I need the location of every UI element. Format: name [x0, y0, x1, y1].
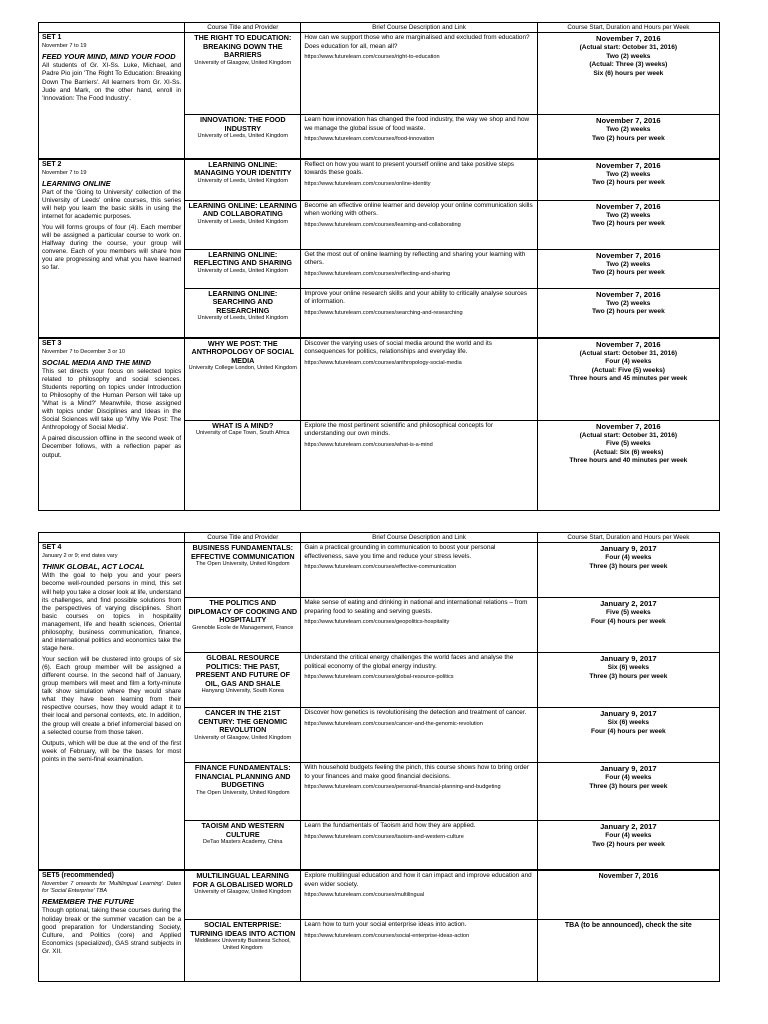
schedule-detail: Two (2) hours per week — [591, 308, 665, 316]
schedule-detail: (Actual: Five (5) weeks) — [591, 366, 665, 374]
course-cell — [185, 708, 301, 763]
course-link[interactable]: https://www.futurelearn.com/courses/online-identity — [304, 180, 431, 187]
description-cell — [301, 159, 537, 201]
table-row — [39, 338, 720, 421]
course-description: Explore the most pertinent scientific and philosophical concepts for understanding our own minds. — [304, 421, 493, 438]
course-description: Make sense of eating and drinking in national and international relations – from preparing food to seating and serving guests. — [304, 599, 528, 615]
start-date: November 7, 2016 — [596, 34, 661, 44]
course-provider: University of Leeds, United Kingdom — [197, 267, 289, 274]
schedule-cell — [537, 543, 719, 598]
course-title: THE RIGHT TO EDUCATION: BREAKING DOWN THE BARRIERS — [194, 33, 292, 60]
course-description: Improve your online research skills and your ability to critically analyse sources of information. — [304, 289, 528, 306]
course-link[interactable]: https://www.futurelearn.com/courses/multilingual — [304, 892, 425, 899]
description-cell — [301, 821, 537, 871]
start-date: November 7, 2016 — [596, 250, 661, 260]
course-title: LEARNING ONLINE: MANAGING YOUR IDENTITY — [194, 159, 292, 178]
course-description: Get the most out of online learning by reflecting and sharing your learning with others. — [304, 250, 526, 267]
course-cell — [185, 420, 301, 510]
schedule-cell — [537, 200, 719, 249]
course-provider: University College London, United Kingdom — [188, 365, 297, 372]
schedule-table-2 — [38, 532, 720, 982]
course-description: Learn how to turn your social enterprise ideas into action. — [304, 921, 467, 929]
description-cell — [301, 543, 537, 598]
schedule-cell — [537, 708, 719, 763]
schedule-detail: (Actual: Six (6) weeks) — [593, 448, 664, 456]
schedule-cell — [537, 763, 719, 821]
schedule-cell — [537, 159, 719, 201]
header-col-set — [39, 23, 185, 33]
schedule-detail: Six (6) weeks — [607, 664, 650, 672]
schedule-detail: Two (2) hours per week — [591, 269, 665, 277]
set-paragraph: With the goal to help you and your peers become well-rounded persons in mind, this set will help you take a closer look at life, understand its challenges, and find possible solutions from the perspectives of varying disciplines. Short basic courses on topics in hospitality management, life and health sciences, Oriental philosophy, business communication, finance, and international politics and economics take the stage here. — [42, 572, 182, 652]
course-provider: University of Glasgow, United Kingdom — [194, 59, 292, 66]
schedule-cell — [537, 288, 719, 338]
course-cell — [185, 763, 301, 821]
course-link[interactable]: https://www.futurelearn.com/courses/right-to-education — [304, 54, 440, 61]
set-id: SET 1 — [42, 34, 62, 42]
description-cell — [301, 420, 537, 510]
course-cell — [185, 288, 301, 338]
schedule-detail: Three (3) hours per week — [589, 672, 668, 680]
course-cell — [185, 33, 301, 115]
set-paragraph: A paired discussion offline in the second week of December follows, with a reflection paper as output. — [42, 435, 182, 459]
course-provider: Hanyang University, South Korea — [201, 688, 284, 695]
course-title: GLOBAL RESOURCE POLITICS: THE PAST, PRESENT AND FUTURE OF OIL, GAS AND SHALE — [195, 653, 290, 688]
set-dates: January 2 or 9; end dates vary — [42, 553, 118, 560]
course-cell — [185, 159, 301, 201]
start-date: January 9, 2017 — [600, 709, 657, 719]
set-cell — [39, 543, 185, 871]
set-title: LEARNING ONLINE — [42, 178, 111, 188]
course-cell — [185, 653, 301, 708]
schedule-detail: Two (2) weeks — [606, 126, 651, 134]
course-description: How can we support those who are marginalised and excluded from education? Does education for all, mean all? — [304, 34, 530, 50]
course-link[interactable]: https://www.futurelearn.com/courses/searching-and-researching — [304, 309, 463, 316]
description-cell — [301, 653, 537, 708]
header-col-course: Course Title and Provider — [185, 533, 301, 543]
schedule-cell — [537, 598, 719, 653]
course-cell — [185, 115, 301, 159]
course-link[interactable]: https://www.futurelearn.com/courses/social-enterprise-ideas-action — [304, 932, 470, 939]
schedule-cell — [537, 920, 719, 982]
schedule-cell — [537, 870, 719, 920]
set-paragraph: Though optional, taking these courses during the holiday break or the summer vacation can be a good preparation for Understanding Society, Culture, and Politics (core) and Applied Economics (specialized), GAS strand subjects in Gr. XII. — [42, 907, 182, 955]
course-title: LEARNING ONLINE: LEARNING AND COLLABORATING — [188, 200, 298, 219]
description-cell — [301, 33, 537, 115]
set-title: SOCIAL MEDIA AND THE MIND — [42, 357, 151, 367]
set-dates: November 7 to December 3 or 10 — [42, 348, 126, 355]
course-cell — [185, 598, 301, 653]
course-link[interactable]: https://www.futurelearn.com/courses/geopolitics-hospitality — [304, 619, 450, 626]
schedule-cell — [537, 338, 719, 421]
set-title: THINK GLOBAL, ACT LOCAL — [42, 562, 145, 572]
set-paragraph: Outputs, which will be due at the end of the first week of February, will be the bases for most points in the semi-final examination. — [42, 739, 182, 763]
schedule-detail: Four (4) hours per week — [590, 727, 666, 735]
header-col-schedule: Course Start, Duration and Hours per Week — [537, 23, 719, 33]
schedule-cell — [537, 249, 719, 288]
course-provider: University of Glasgow, United Kingdom — [194, 734, 292, 741]
start-date: TBA (to be announced), check the site — [564, 922, 692, 930]
course-cell — [185, 249, 301, 288]
description-cell — [301, 200, 537, 249]
course-description: Reflect on how you want to present yourself online and take positive steps towards these goals. — [304, 160, 514, 177]
set-cell — [39, 870, 185, 982]
course-description: Learn how innovation has changed the food industry, the way we shop and how we manage the global issue of food waste. — [304, 116, 530, 132]
schedule-detail: Two (2) hours per week — [591, 134, 665, 142]
course-provider: University of Cape Town, South Africa — [196, 430, 290, 437]
schedule-table-1 — [38, 22, 720, 511]
description-cell — [301, 598, 537, 653]
schedule-detail: Two (2) weeks — [606, 211, 651, 219]
course-cell — [185, 338, 301, 421]
course-description: Gain a practical grounding in communication to boost your personal effectiveness, save you time and reduce your stress levels. — [304, 544, 496, 560]
course-title: LEARNING ONLINE: REFLECTING AND SHARING — [193, 249, 292, 268]
schedule-cell — [537, 821, 719, 871]
course-link[interactable]: https://www.futurelearn.com/courses/personal-financial-planning-and-budgeting — [304, 784, 501, 791]
schedule-detail: (Actual start: October 31, 2016) — [579, 44, 678, 52]
set-cell — [39, 159, 185, 338]
schedule-detail: Three (3) hours per week — [589, 562, 668, 570]
schedule-detail: Two (2) weeks — [606, 170, 651, 178]
course-provider: Middlesex University Business School, United Kingdom — [194, 938, 291, 951]
schedule-cell — [537, 115, 719, 159]
set-title: FEED YOUR MIND, MIND YOUR FOOD — [42, 52, 176, 62]
course-link[interactable]: https://www.futurelearn.com/courses/food-innovation — [304, 136, 435, 143]
schedule-cell — [537, 420, 719, 510]
course-link[interactable]: https://www.futurelearn.com/courses/what-is-a-mind — [304, 441, 433, 448]
schedule-detail: Four (4) weeks — [605, 832, 652, 840]
start-date: November 7, 2016 — [596, 339, 661, 349]
course-cell — [185, 821, 301, 871]
schedule-detail: (Actual start: October 31, 2016) — [579, 431, 678, 439]
course-description: Become an effective online learner and develop your online communication skills when working with others. — [304, 201, 533, 218]
course-title: LEARNING ONLINE: SEARCHING AND RESEARCHING — [208, 288, 278, 315]
header-col-set — [39, 533, 185, 543]
description-cell — [301, 920, 537, 982]
course-provider: University of Leeds, United Kingdom — [197, 177, 289, 184]
start-date: January 2, 2017 — [600, 599, 657, 609]
course-provider: The Open University, United Kingdom — [196, 789, 290, 796]
description-cell — [301, 338, 537, 421]
schedule-detail: Three hours and 40 minutes per week — [569, 457, 688, 465]
set-id: SET 3 — [42, 339, 62, 347]
course-title: CANCER IN THE 21ST CENTURY: THE GENOMIC REVOLUTION — [198, 708, 288, 735]
course-provider: University of Leeds, United Kingdom — [197, 315, 289, 322]
set-paragraph: All students of Gr. XI-Ss. Luke, Michael, and Padre Pio join 'The Right To Education: Breaking Down The Barriers'. All learners from Gr. XI-Ss. Jude and Mark, on the other hand, enroll in 'Innovation: The Food Industry'. — [42, 62, 182, 102]
schedule-detail: (Actual: Three (3) weeks) — [589, 61, 668, 69]
course-title: MULTILINGUAL LEARNING FOR A GLOBALISED WORLD — [192, 871, 293, 889]
schedule-detail: (Actual start: October 31, 2016) — [579, 349, 678, 357]
course-description: Explore multilingual education and how it can impact and improve education and even wider society. — [304, 872, 532, 888]
description-cell — [301, 288, 537, 338]
schedule-cell — [537, 33, 719, 115]
set-dates: November 7 onwards for 'Multilingual Learning'. Dates for 'Social Enterprise' TBA — [42, 881, 182, 895]
description-cell — [301, 249, 537, 288]
course-link[interactable]: https://www.futurelearn.com/courses/global-resource-politics — [304, 674, 454, 681]
course-title: INNOVATION: THE FOOD INDUSTRY — [199, 115, 286, 133]
course-title: FINANCE FUNDAMENTALS: FINANCIAL PLANNING AND BUDGETING — [194, 763, 291, 790]
start-date: January 2, 2017 — [600, 822, 657, 832]
set-id: SET 4 — [42, 544, 62, 552]
set-paragraph: This set directs your focus on selected topics related to philosophy and social sciences. Students reporting on topics under Introduction to Philosophy of the Human Person will take up 'What is a Mind?' Meanwhile, those assigned with topics under Disciplines and Ideas in the Social Sciences will take up 'Why We Post: The Anthropology of Social Media'. — [42, 367, 182, 432]
course-provider: DeTao Masters Academy, China — [203, 839, 283, 846]
schedule-detail: Four (4) hours per week — [590, 617, 666, 625]
schedule-detail: Two (2) weeks — [606, 260, 651, 268]
course-cell — [185, 870, 301, 920]
course-link[interactable]: https://www.futurelearn.com/courses/anthropology-social-media — [304, 359, 462, 366]
description-cell — [301, 115, 537, 159]
start-date: November 7, 2016 — [596, 160, 661, 170]
table-row — [39, 159, 720, 201]
course-provider: University of Leeds, United Kingdom — [197, 218, 289, 225]
schedule-detail: Two (2) hours per week — [591, 840, 665, 848]
schedule-detail: Two (2) weeks — [606, 299, 651, 307]
table-row — [39, 33, 720, 115]
table-row — [39, 543, 720, 598]
course-link[interactable]: https://www.futurelearn.com/courses/cancer-and-the-genomic-revolution — [304, 720, 483, 727]
course-link[interactable]: https://www.futurelearn.com/courses/effective-communication — [304, 564, 457, 571]
set-cell — [39, 338, 185, 511]
schedule-detail: Six (6) weeks — [607, 719, 650, 727]
start-date: November 7, 2016 — [596, 421, 661, 431]
description-cell — [301, 870, 537, 920]
course-provider: University of Glasgow, United Kingdom — [194, 889, 292, 896]
schedule-detail: Two (2) weeks — [606, 52, 651, 60]
start-date: November 7, 2016 — [598, 873, 659, 881]
start-date: January 9, 2017 — [600, 654, 657, 664]
course-cell — [185, 920, 301, 982]
schedule-detail: Two (2) hours per week — [591, 220, 665, 228]
course-title: SOCIAL ENTERPRISE: TURNING IDEAS INTO ACTION — [190, 920, 296, 938]
course-cell — [185, 200, 301, 249]
header-col-description: Brief Course Description and Link — [301, 23, 537, 33]
set-id: SET 2 — [42, 160, 62, 168]
course-description: With household budgets feeling the pinch, this course shows how to bring order to your finances and make good financial decisions. — [304, 764, 529, 780]
set-paragraph: You will forms groups of four (4). Each member will be assigned a particular course to work on. Halfway during the course, your group will convene. Each of you members will share how you are progressing and what you have learned so far. — [42, 224, 182, 272]
set-title: REMEMBER THE FUTURE — [42, 897, 134, 907]
set-dates: November 7 to 19 — [42, 43, 87, 50]
course-provider: University of Leeds, United Kingdom — [197, 133, 289, 140]
course-provider: Grenoble Ecole de Management, France — [192, 624, 294, 631]
course-description: Learn the fundamentals of Taoism and how they are applied. — [304, 822, 476, 830]
set-id: SET5 (recommended) — [42, 872, 114, 880]
schedule-detail: Two (2) hours per week — [591, 179, 665, 187]
course-description: Discover how genetics is revolutionising the detection and treatment of cancer. — [304, 709, 527, 717]
course-link[interactable]: https://www.futurelearn.com/courses/taoism-and-western-culture — [304, 833, 464, 840]
course-cell — [185, 543, 301, 598]
description-cell — [301, 763, 537, 821]
schedule-detail: Six (6) hours per week — [593, 69, 664, 77]
course-provider: The Open University, United Kingdom — [196, 561, 290, 568]
start-date: January 9, 2017 — [600, 764, 657, 774]
course-title: THE POLITICS AND DIPLOMACY OF COOKING AND HOSPITALITY — [188, 598, 298, 625]
schedule-detail: Four (4) weeks — [605, 554, 652, 562]
table-header — [39, 23, 720, 33]
course-title: TAOISM AND WESTERN CULTURE — [201, 821, 285, 839]
set-cell — [39, 33, 185, 159]
schedule-detail: Four (4) weeks — [605, 358, 652, 366]
start-date: November 7, 2016 — [596, 116, 661, 126]
course-title: WHY WE POST: THE ANTHROPOLOGY OF SOCIAL MEDIA — [191, 338, 295, 365]
schedule-detail: Five (5) weeks — [605, 440, 651, 448]
course-description: Discover the varying uses of social media around the world and its consequences for politics, relationships and everyday life. — [304, 339, 492, 356]
schedule-detail: Four (4) weeks — [605, 774, 652, 782]
description-cell — [301, 708, 537, 763]
schedule-detail: Three (3) hours per week — [589, 782, 668, 790]
table-row — [39, 870, 720, 920]
start-date: November 7, 2016 — [596, 201, 661, 211]
course-description: Understand the critical energy challenges the world faces and analyse the political economy of the global energy industry. — [304, 654, 514, 670]
course-title: WHAT IS A MIND? — [212, 420, 274, 430]
set-dates: November 7 to 19 — [42, 169, 87, 176]
course-link[interactable]: https://www.futurelearn.com/courses/learning-and-collaborating — [304, 221, 461, 228]
set-paragraph: Your section will be clustered into groups of six (6). Each group member will be assigned a different course. In the second half of January, group members will meet and film a forty-minute talk show simulation where they would share what they have been learning from their respective courses, how they would adapt it to their local and personal contexts, etc. In addition, the group will create a brief infomercial based on a selected course from those taken. — [42, 656, 182, 736]
schedule-cell — [537, 653, 719, 708]
header-col-course: Course Title and Provider — [185, 23, 301, 33]
header-col-schedule: Course Start, Duration and Hours per Week — [537, 533, 719, 543]
header-col-description: Brief Course Description and Link — [301, 533, 537, 543]
set-paragraph: Part of the 'Going to University' collection of the University of Leeds' online courses, this series will help you learn the basic skills in using the internet for academic purposes. — [42, 188, 182, 221]
course-link[interactable]: https://www.futurelearn.com/courses/reflecting-and-sharing — [304, 270, 451, 277]
schedule-detail: Five (5) weeks — [605, 609, 651, 617]
start-date: January 9, 2017 — [600, 544, 657, 554]
table-header — [39, 533, 720, 543]
schedule-detail: Three hours and 45 minutes per week — [569, 375, 688, 383]
course-title: BUSINESS FUNDAMENTALS: EFFECTIVE COMMUNICATION — [190, 543, 295, 561]
start-date: November 7, 2016 — [596, 289, 661, 299]
